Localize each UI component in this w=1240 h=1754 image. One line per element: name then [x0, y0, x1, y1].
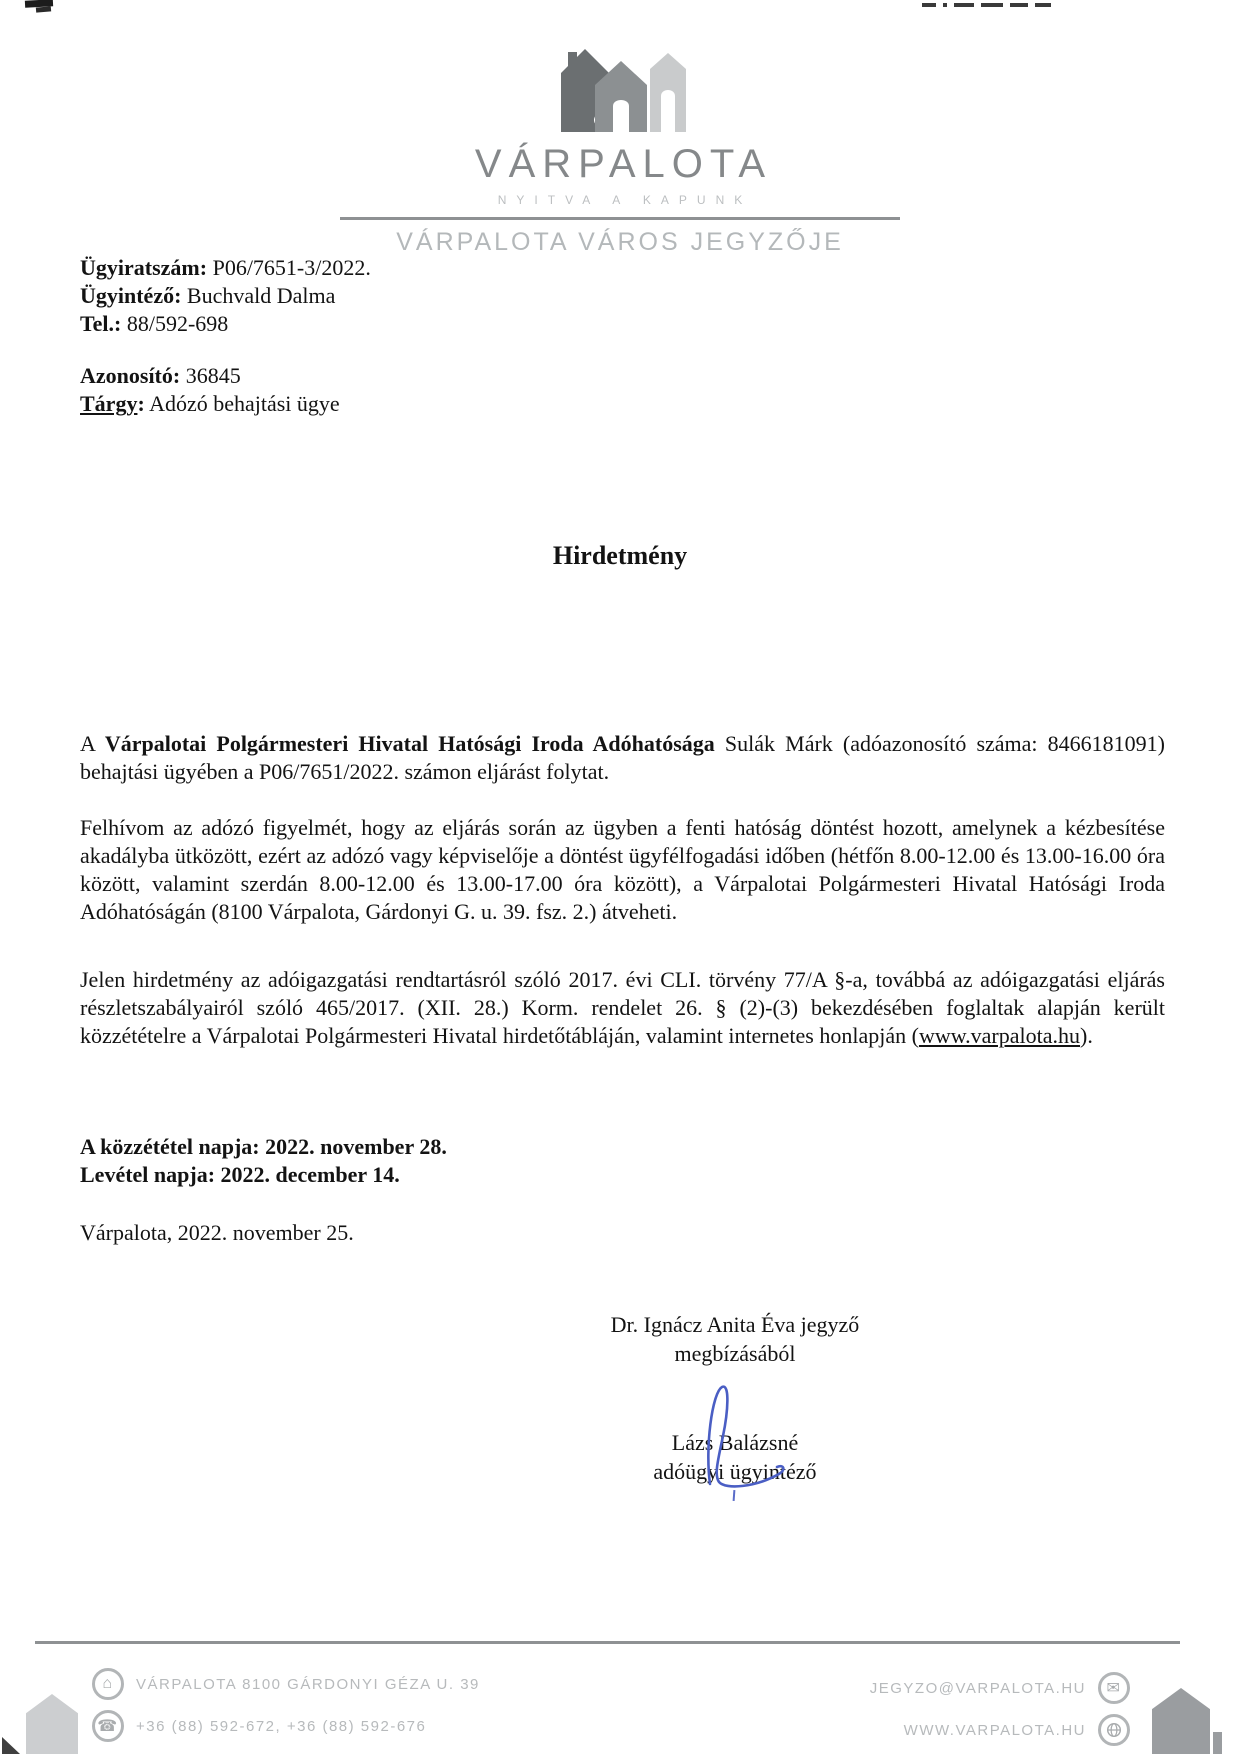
handwritten-signature-icon — [672, 1378, 802, 1496]
removal-date-line: Levétel napja: 2022. december 14. — [80, 1162, 400, 1187]
header-divider — [340, 217, 900, 220]
scan-artifact — [36, 6, 51, 12]
identifier-line — [80, 362, 371, 390]
case-meta-block — [80, 254, 371, 418]
scan-artifact — [2, 1737, 20, 1754]
footer-divider — [35, 1641, 1180, 1644]
paragraph-3: Jelen hirdetmény az adóigazgatási rendtartásról szóló 2017. évi CLI. törvény 77/A §-a, továbbá az adóigazgatási eljárás részletszabályairól szóló 465/2017. (XII. 28.) Korm. rendelet 26. § (2)-(3) bekezdésében foglaltak alapján került közzétételre a Várpalotai Polgármesteri Hivatal hirdetőtábláján, valamint internetes honlapján (www.varpalota.hu). — [80, 967, 1165, 1048]
administrator-label: Ügyintéző: — [80, 283, 182, 308]
corner-house-icon — [1152, 1688, 1210, 1754]
phone-line — [80, 310, 371, 338]
scan-artifact — [922, 3, 1051, 7]
footer-phones: +36 (88) 592-672, +36 (88) 592-676 — [136, 1717, 427, 1735]
on-behalf-line: megbízásából — [674, 1341, 796, 1366]
signature-authority-block — [555, 1310, 915, 1368]
varpalota-houses-logo-icon — [553, 40, 687, 136]
phone-icon: ☎ — [92, 1710, 124, 1742]
letterhead — [0, 40, 1240, 257]
signer-name: Lázs Balázsné — [671, 1430, 799, 1455]
subject-label: Tárgy — [80, 391, 138, 416]
subject-value: Adózó behajtási ügye — [149, 391, 340, 416]
globe-icon — [1098, 1714, 1130, 1746]
house-icon: ⌂ — [92, 1668, 124, 1700]
case-number-label: Ügyiratszám: — [80, 255, 208, 280]
document-body — [80, 730, 1165, 1050]
phone-value: 88/592-698 — [126, 311, 229, 336]
document-title: Hirdetmény — [552, 541, 688, 570]
phone-label: Tel.: — [80, 311, 122, 336]
logo-wordmark: VÁRPALOTA — [474, 142, 773, 186]
administrator-value: Buchvald Dalma — [186, 283, 336, 308]
authority-name-line: Dr. Ignácz Anita Éva jegyző — [610, 1312, 860, 1337]
footer-website-row — [870, 1714, 1130, 1746]
authority-name: Várpalotai Polgármesteri Hivatal Hatósági Iroda Adóhatósága — [104, 731, 715, 756]
paragraph-2: Felhívom az adózó figyelmét, hogy az eljárás során az ügyben a fenti hatóság döntést hozott, amelynek a kézbesítése akadályba ütközött, ezért az adózó vagy képviselője a döntést ügyfélfogadási időben (hétfőn 8.00-12.00 és 13.00-16.00 óra között, valamint szerdán 8.00-12.00 és 13.00-17.00 óra között), a Várpalotai Polgármesteri Hivatal Hatósági Iroda Adóhatóságán (8100 Várpalota, Gárdonyi G. u. 39. fsz. 2.) átveheti. — [80, 815, 1165, 924]
scan-artifact-house — [26, 1694, 78, 1754]
case-number-value: P06/7651-3/2022. — [212, 255, 371, 280]
scan-artifact — [1213, 1732, 1222, 1754]
administrator-line — [80, 282, 371, 310]
signer-title: adóügyi ügyintéző — [653, 1459, 817, 1484]
paragraph-1: A Várpalotai Polgármesteri Hivatal Hatósági Iroda Adóhatósága Sulák Márk (adóazonosító száma: 8466181091) behajtási ügyében a P06/7651/2022. számon eljárást folytat. — [80, 731, 1165, 784]
envelope-icon: ✉ — [1098, 1672, 1130, 1704]
website-link[interactable]: www.varpalota.hu — [918, 1023, 1081, 1048]
footer-email-row — [870, 1672, 1130, 1704]
footer-website: WWW.VARPALOTA.HU — [903, 1721, 1086, 1739]
publication-dates — [80, 1133, 447, 1189]
office-title: VÁRPALOTA VÁROS JEGYZŐJE — [396, 228, 844, 256]
identifier-value: 36845 — [185, 363, 241, 388]
case-number-line — [80, 254, 371, 282]
footer-phone-row — [92, 1710, 426, 1742]
publication-date-line: A közzététel napja: 2022. november 28. — [80, 1134, 447, 1159]
footer-address: VÁRPALOTA 8100 GÁRDONYI GÉZA U. 39 — [136, 1675, 480, 1693]
identifier-label: Azonosító: — [80, 363, 181, 388]
subject-line: Tárgy: Adózó behajtási ügye — [80, 391, 340, 416]
footer-email: JEGYZO@VARPALOTA.HU — [869, 1679, 1086, 1697]
footer-address-row — [92, 1668, 480, 1700]
logo-tagline: NYITVA A KAPUNK — [497, 193, 753, 207]
place-and-date-line: Várpalota, 2022. november 25. — [80, 1220, 354, 1245]
